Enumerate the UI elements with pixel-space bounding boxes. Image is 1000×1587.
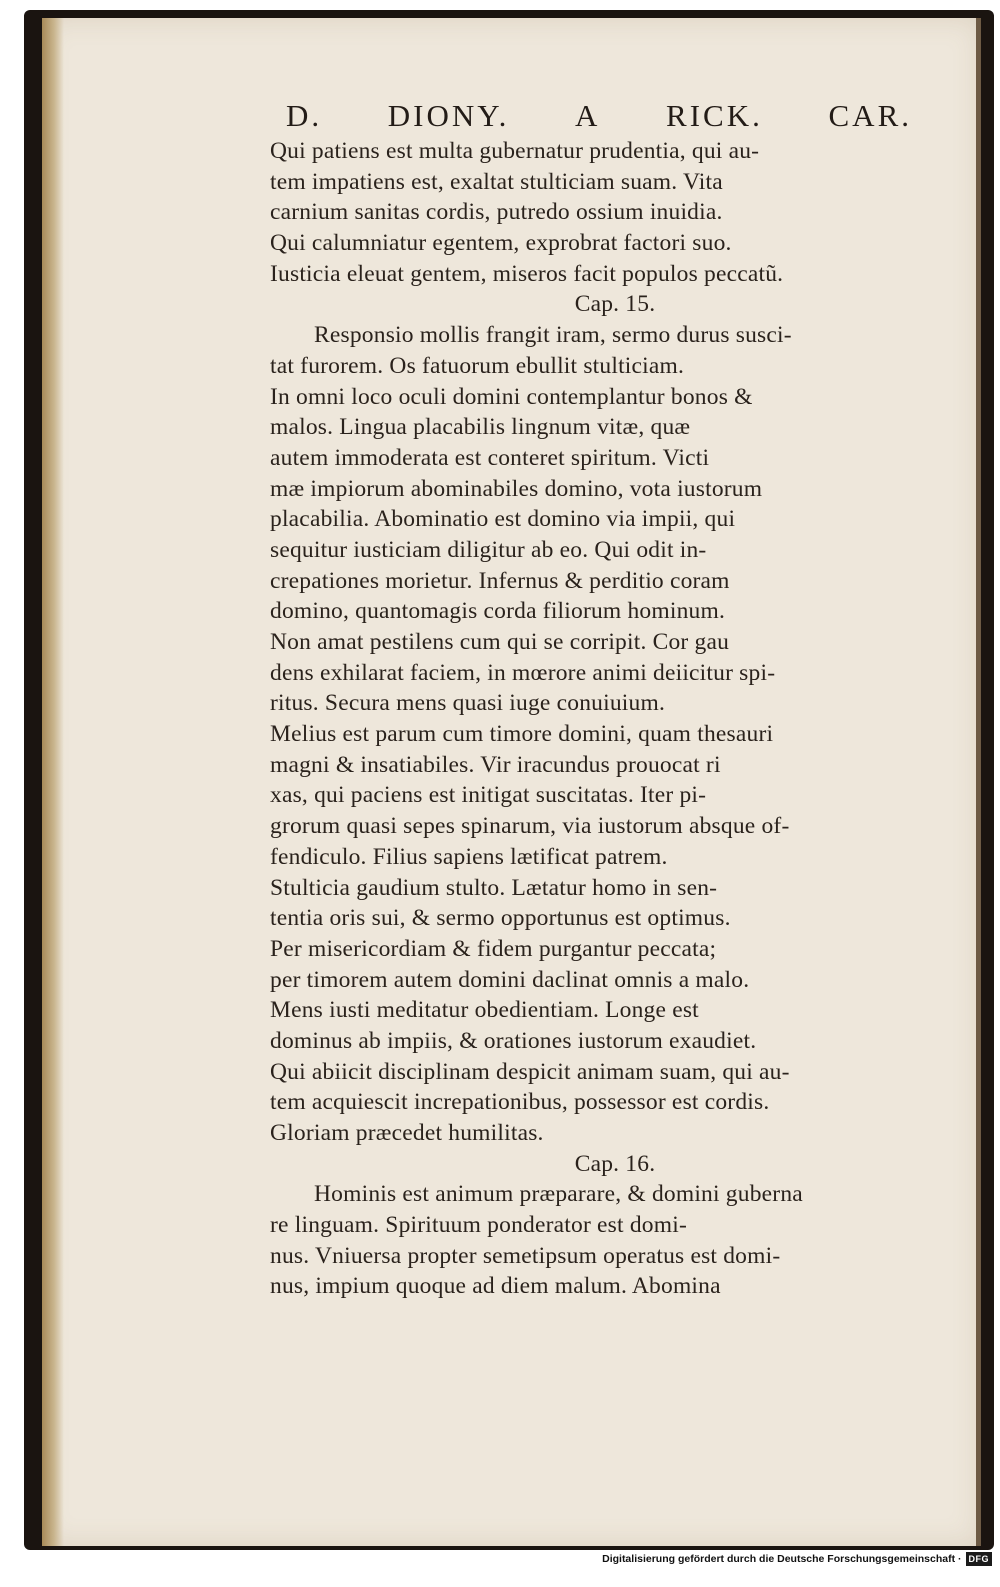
text-line: Non amat pestilens cum qui se corripit. Cor gau: [270, 629, 730, 655]
dfg-logo: DFG: [966, 1552, 993, 1566]
running-head-word: D.: [286, 98, 323, 133]
text-line: re linguam. Spirituum ponderator est domi-: [270, 1212, 687, 1239]
chapter-heading: Cap. 15.: [574, 291, 656, 318]
page-gutter-shadow: [42, 18, 64, 1546]
text-line: placabilia. Abominatio est domino via impii, qui: [270, 506, 736, 533]
text-line: Qui calumniatur egentem, exprobrat factori suo.: [270, 230, 732, 257]
text-line: Gloriam præcedet humilitas.: [270, 1120, 544, 1146]
text-line: tentia oris sui, & sermo opportunus est optimus.: [270, 905, 731, 932]
running-head-word: CAR.: [828, 98, 912, 133]
page-edge: [976, 18, 981, 1546]
running-head: [286, 96, 912, 136]
text-line: Qui patiens est multa gubernatur prudentia, qui au-: [270, 138, 760, 164]
text-line: Per misericordiam & fidem purgantur peccata;: [270, 935, 717, 962]
text-line: sequitur iusticiam diligitur ab eo. Qui odit in-: [270, 536, 707, 563]
text-line: malos. Lingua placabilis lingnum vitæ, quæ: [270, 414, 691, 441]
running-head-word: DIONY.: [387, 98, 510, 133]
page-text-block: [270, 96, 940, 1302]
text-line: tem acquiescit increpationibus, possessor est cordis.: [270, 1089, 770, 1116]
chapter-heading: Cap. 16.: [574, 1150, 656, 1177]
text-line: dominus ab impiis, & orationes iustorum exaudiet.: [270, 1027, 757, 1054]
text-lines: [270, 136, 940, 1302]
text-line: mæ impiorum abominabiles domino, vota iustorum: [270, 475, 763, 502]
text-line: xas, qui paciens est initigat suscitatas. Iter pi-: [270, 782, 707, 809]
text-line: magni & insatiabiles. Vir iracundus prouocat ri: [270, 751, 721, 778]
digitization-credit: [602, 1551, 992, 1567]
text-line: Mens iusti meditatur obedientiam. Longe est: [270, 997, 699, 1024]
text-line: In omni loco oculi domini contemplantur bonos &: [270, 383, 753, 410]
text-line: dens exhilarat faciem, in mœrore animi deiicitur spi-: [270, 659, 776, 686]
text-line: autem immoderata est conteret spiritum. Victi: [270, 444, 710, 471]
text-line: carnium sanitas cordis, putredo ossium inuidia.: [270, 199, 723, 226]
text-line: nus. Vniuersa propter semetipsum operatus est domi-: [270, 1242, 781, 1269]
text-line: fendiculo. Filius sapiens lætificat patrem.: [270, 843, 668, 870]
running-head-word: A: [575, 98, 601, 133]
text-line: nus, impium quoque ad diem malum. Abomina: [270, 1273, 721, 1300]
text-line: ritus. Secura mens quasi iuge conuiuium.: [270, 690, 666, 717]
credit-text: Digitalisierung gefördert durch die Deutsche Forschungsgemeinschaft ·: [602, 1553, 962, 1565]
text-line: Iusticia eleuat gentem, miseros facit populos peccatũ.: [270, 260, 784, 287]
running-head-word: RICK.: [666, 98, 763, 133]
text-line: Melius est parum cum timore domini, quam thesauri: [270, 721, 774, 748]
text-line: Qui abiicit disciplinam despicit animam suam, qui au-: [270, 1058, 790, 1085]
text-line: per timorem autem domini daclinat omnis a malo.: [270, 966, 750, 993]
text-line: Hominis est animum præparare, & domini guberna: [314, 1181, 803, 1208]
text-line: tat furorem. Os fatuorum ebullit stulticiam.: [270, 352, 685, 379]
text-line: grorum quasi sepes spinarum, via iustorum absque of-: [270, 813, 790, 840]
text-line: Responsio mollis frangit iram, sermo durus susci-: [314, 322, 792, 349]
text-line: Stulticia gaudium stulto. Lætatur homo in sen-: [270, 874, 718, 901]
text-line: domino, quantomagis corda filiorum hominum.: [270, 598, 726, 625]
text-line: crepationes morietur. Infernus & perditio coram: [270, 567, 730, 594]
text-line: tem impatiens est, exaltat stulticiam suam. Vita: [270, 168, 723, 195]
